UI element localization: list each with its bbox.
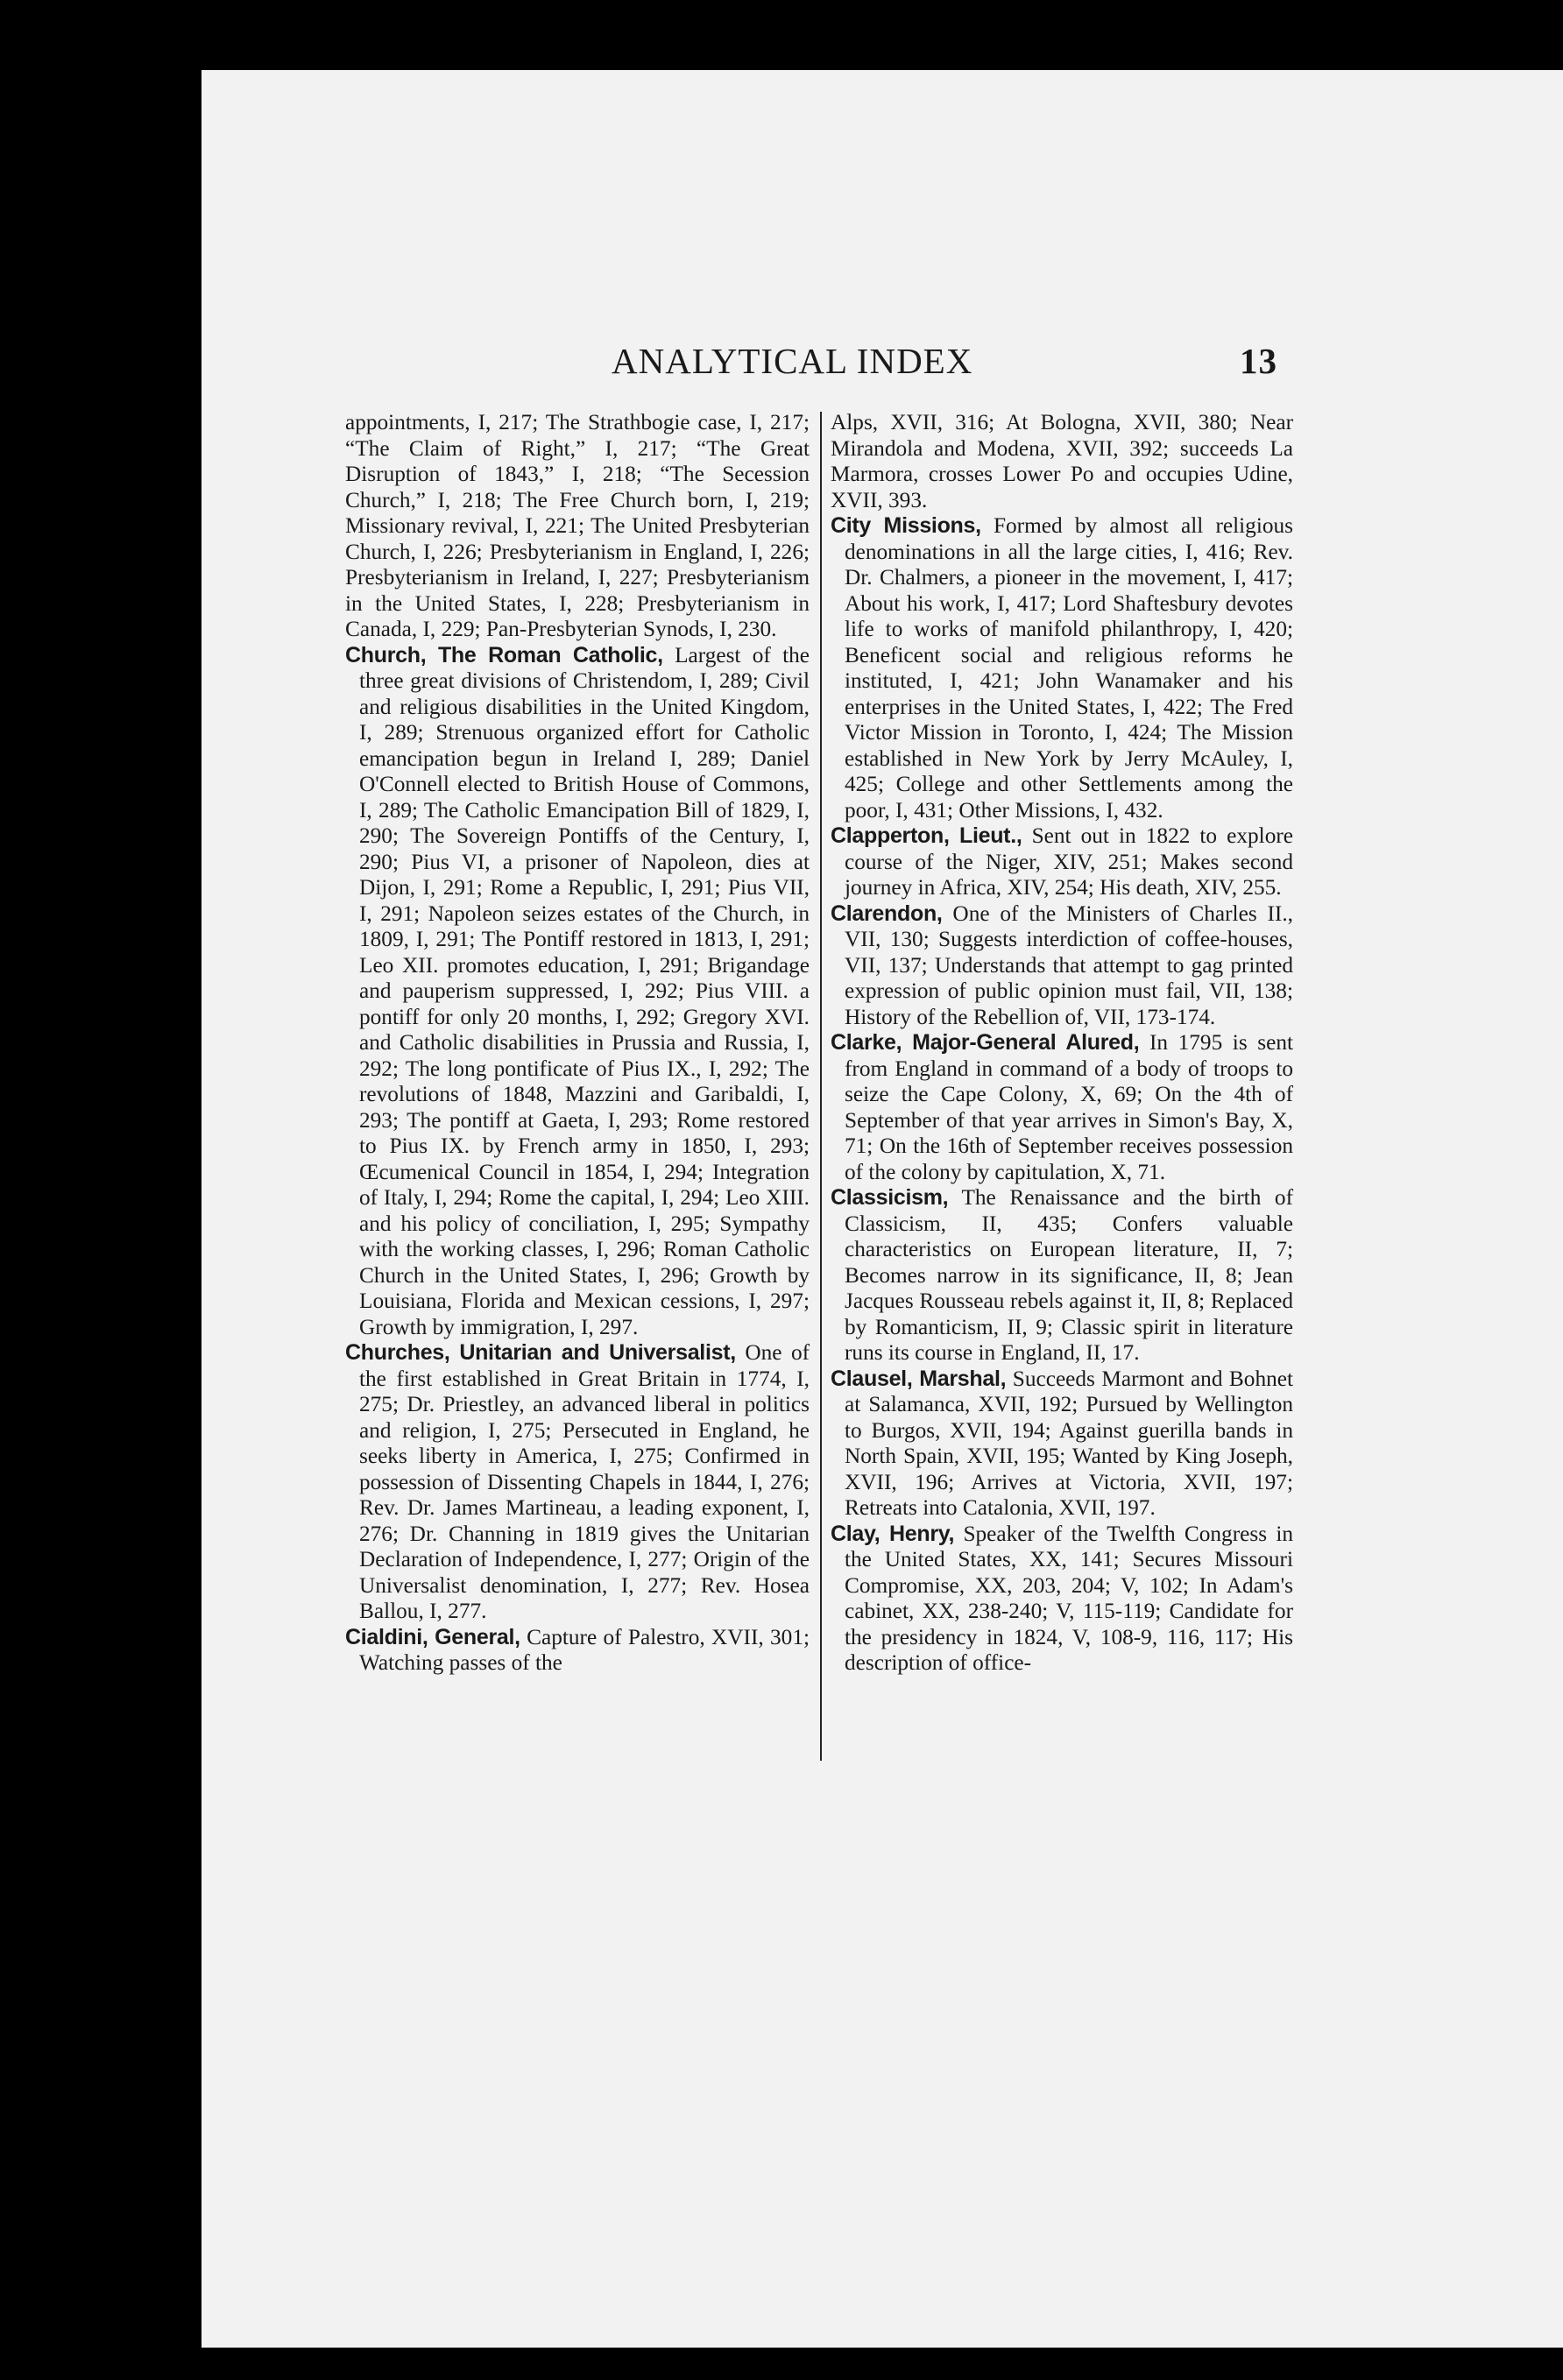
index-entry	[345, 410, 810, 643]
index-entry	[831, 901, 1293, 1031]
index-entry	[345, 1625, 810, 1677]
entry-text: Alps, XVII, 316; At Bologna, XVII, 380; Near Mirandola and Modena, XVII, 392; succeeds La Marmora, crosses Lower Po and occupies Udine, XVII, 393.	[831, 410, 1293, 512]
entry-text: In 1795 is sent from England in command of a body of troops to seize the Cape Colony, X, 69; On the 4th of September of that year arrives in Simon's Bay, X, 71; On the 16th of September receives possession of the colony by capitulation, X, 71.	[845, 1030, 1294, 1184]
page-number: 13	[1240, 341, 1277, 381]
left-column	[345, 410, 810, 1677]
index-entry	[831, 1522, 1293, 1677]
entry-headword: Cialdini, General,	[345, 1624, 520, 1649]
index-entry	[831, 410, 1293, 513]
index-entry	[831, 1185, 1293, 1367]
index-entry	[831, 1367, 1293, 1522]
entry-headword: Church, The Roman Catholic,	[345, 642, 663, 667]
entry-headword: Clausel, Marshal,	[831, 1366, 1007, 1391]
column-divider	[820, 412, 822, 1761]
entry-text: Succeeds Marmont and Bohnet at Salamanca, XVII, 192; Pursued by Wellington to Burgos, XVII, 194; Against guerilla bands in North Spain, XVII, 195; Wanted by King Joseph, XVII, 196; Arrives at Victoria, XVII, 197; Retreats into Catalonia, XVII, 197.	[845, 1366, 1294, 1520]
index-entry	[831, 513, 1293, 823]
index-entry	[345, 643, 810, 1341]
entry-text: Largest of the three great divisions of Christendom, I, 289; Civil and religious disabilities in the United Kingdom, I, 289; Strenuous organized effort for Catholic emancipation begun in Ireland I, 289; Daniel O'Connell elected to British House of Commons, I, 289; The Catholic Emancipation Bill of 1829, I, 290; The Sovereign Pontiffs of the Century, I, 290; Pius VI, a prisoner of Napoleon, dies at Dijon, I, 291; Rome a Republic, I, 291; Pius VII, I, 291; Napoleon seizes estates of the Church, in 1809, I, 291; The Pontiff restored in 1813, I, 291; Leo XII. promotes education, I, 291; Brigandage and pauperism suppressed, I, 292; Pius VIII. a pontiff for only 20 months, I, 292; Gregory XVI. and Catholic disabilities in Prussia and Russia, I, 292; The long pontificate of Pius IX., I, 292; The revolutions of 1848, Mazzini and Garibaldi, I, 293; The pontiff at Gaeta, I, 293; Rome restored to Pius IX. by French army in 1850, I, 293; Œcumenical Council in 1854, I, 294; Integration of Italy, I, 294; Rome the capital, I, 294; Leo XIII. and his policy of conciliation, I, 295; Sympathy with the working classes, I, 296; Roman Catholic Church in the United States, I, 296; Growth by Louisiana, Florida and Mexican cessions, I, 297; Growth by immigration, I, 297.	[359, 642, 810, 1339]
entry-text: One of the Ministers of Charles II., VII, 130; Suggests interdiction of coffee-houses, VII, 137; Understands that attempt to gag printed expression of public opinion must fail, VII, 138; History of the Rebellion of, VII, 173-174.	[845, 900, 1293, 1029]
index-entry	[831, 1030, 1293, 1185]
running-title: ANALYTICAL INDEX	[612, 341, 973, 381]
entry-headword: Churches, Unitarian and Universalist,	[345, 1340, 736, 1365]
entry-headword: Clapperton, Lieut.,	[831, 823, 1022, 848]
entry-text: Speaker of the Twelfth Congress in the United States, XX, 141; Secures Missouri Compromise, XX, 203, 204; V, 102; In Adam's cabinet, XX, 238-240; V, 115-119; Candidate for the presidency in 1824, V, 108-9, 116, 117; His description of office-	[845, 1521, 1294, 1675]
index-entry	[831, 823, 1293, 901]
right-column	[831, 410, 1293, 1677]
entry-text: The Renaissance and the birth of Classicism, II, 435; Confers valuable characteristics on European literature, II, 7; Becomes narrow in its significance, II, 8; Jean Jacques Rousseau rebels against it, II, 8; Replaced by Romanticism, II, 9; Classic spirit in literature runs its course in England, II, 17.	[845, 1185, 1293, 1365]
index-entry	[345, 1340, 810, 1625]
entry-headword: Classicism,	[831, 1185, 949, 1210]
entry-headword: Clay, Henry,	[831, 1521, 955, 1546]
entry-text: Sent out in 1822 to explore course of the Niger, XIV, 251; Makes second journey in Africa, XIV, 254; His death, XIV, 255.	[845, 823, 1294, 900]
entry-text: Capture of Palestro, XVII, 301; Watching passes of the	[359, 1624, 810, 1675]
entry-headword: Clarendon,	[831, 900, 943, 926]
entry-text: One of the first established in Great Britain in 1774, I, 275; Dr. Priestley, an advanced liberal in politics and religion, I, 275; Persecuted in England, he seeks liberty in America, I, 275; Confirmed in possession of Dissenting Chapels in 1844, I, 276; Rev. Dr. James Martineau, a leading exponent, I, 276; Dr. Channing in 1819 gives the Unitarian Declaration of Independence, I, 277; Origin of the Universalist denomination, I, 277; Rev. Hosea Ballou, I, 277.	[359, 1340, 810, 1623]
page-header	[612, 333, 1277, 385]
entry-headword: City Missions,	[831, 513, 981, 538]
entry-text: appointments, I, 217; The Strathbogie case, I, 217; “The Claim of Right,” I, 217; “The Great Disruption of 1843,” I, 218; “The Secession Church,” I, 218; The Free Church born, I, 219; Missionary revival, I, 221; The United Presbyterian Church, I, 226; Presbyterianism in England, I, 226; Presbyterianism in Ireland, I, 227; Presbyterianism in the United States, I, 228; Presbyterianism in Canada, I, 229; Pan-Presbyterian Synods, I, 230.	[345, 410, 810, 641]
entry-text: Formed by almost all religious denominations in all the large cities, I, 416; Rev. Dr. Chalmers, a pioneer in the movement, I, 417; About his work, I, 417; Lord Shaftesbury devotes life to works of manifold philanthropy, I, 420; Beneficent social and religious reforms he instituted, I, 421; John Wanamaker and his enterprises in the United States, I, 422; The Fred Victor Mission in Toronto, I, 424; The Mission established in New York by Jerry McAuley, I, 425; College and other Settlements among the poor, I, 431; Other Missions, I, 432.	[845, 513, 1293, 823]
entry-headword: Clarke, Major-General Alured,	[831, 1030, 1140, 1055]
